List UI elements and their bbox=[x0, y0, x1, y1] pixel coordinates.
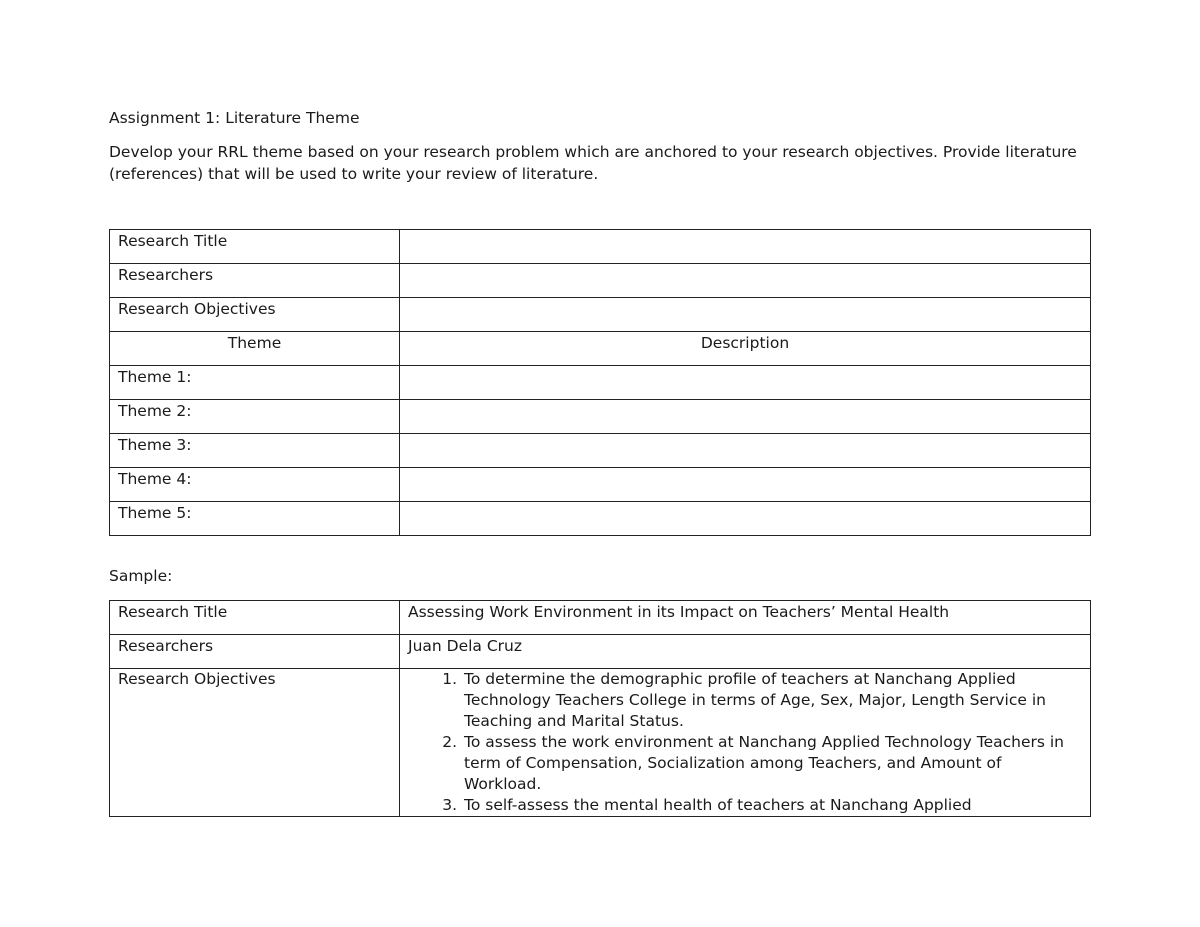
theme-description-cell[interactable] bbox=[400, 502, 1091, 536]
researchers-label: Researchers bbox=[110, 635, 400, 669]
theme-description-cell[interactable] bbox=[400, 366, 1091, 400]
research-title-label: Research Title bbox=[110, 601, 400, 635]
theme-label: Theme 1: bbox=[110, 366, 400, 400]
table-row bbox=[110, 434, 1091, 468]
research-title-value: Assessing Work Environment in its Impact on Teachers’ Mental Health bbox=[400, 601, 1091, 635]
theme-label: Theme 3: bbox=[110, 434, 400, 468]
research-objectives-value bbox=[400, 669, 1091, 817]
research-objectives-label: Research Objectives bbox=[110, 669, 400, 817]
researchers-cell[interactable] bbox=[400, 264, 1091, 298]
sample-table bbox=[109, 600, 1091, 817]
table-row bbox=[110, 635, 1091, 669]
table-row bbox=[110, 366, 1091, 400]
sample-label: Sample: bbox=[109, 567, 173, 585]
theme-column-header: Theme bbox=[110, 332, 400, 366]
description-column-header: Description bbox=[400, 332, 1091, 366]
research-objectives-label: Research Objectives bbox=[110, 298, 400, 332]
theme-description-cell[interactable] bbox=[400, 400, 1091, 434]
table-row bbox=[110, 601, 1091, 635]
theme-label: Theme 4: bbox=[110, 468, 400, 502]
research-objectives-cell[interactable] bbox=[400, 298, 1091, 332]
table-row bbox=[110, 502, 1091, 536]
researchers-value: Juan Dela Cruz bbox=[400, 635, 1091, 669]
assignment-heading: Assignment 1: Literature Theme bbox=[109, 109, 360, 127]
template-table bbox=[109, 229, 1091, 536]
research-title-cell[interactable] bbox=[400, 230, 1091, 264]
objectives-list bbox=[408, 669, 1082, 816]
objective-item: 1. To determine the demographic profile of teachers at Nanchang Applied Technology Teachers College in terms of Age, Sex, Major, Length Service in Teaching and Marital Status. bbox=[462, 669, 1082, 732]
theme-description-cell[interactable] bbox=[400, 434, 1091, 468]
theme-label: Theme 2: bbox=[110, 400, 400, 434]
table-header-row bbox=[110, 332, 1091, 366]
theme-description-cell[interactable] bbox=[400, 468, 1091, 502]
research-title-label: Research Title bbox=[110, 230, 400, 264]
table-row bbox=[110, 264, 1091, 298]
table-row bbox=[110, 230, 1091, 264]
objective-item: 2. To assess the work environment at Nanchang Applied Technology Teachers in term of Compensation, Socialization among Teachers, and Amount of Workload. bbox=[462, 732, 1082, 795]
theme-label: Theme 5: bbox=[110, 502, 400, 536]
researchers-label: Researchers bbox=[110, 264, 400, 298]
table-row bbox=[110, 669, 1091, 817]
table-row bbox=[110, 468, 1091, 502]
table-row bbox=[110, 400, 1091, 434]
objective-item: 3. To self-assess the mental health of teachers at Nanchang Applied bbox=[462, 795, 1082, 816]
table-row bbox=[110, 298, 1091, 332]
assignment-instructions: Develop your RRL theme based on your research problem which are anchored to your research objectives. Provide literature (references) that will be used to write your review of literature. bbox=[109, 143, 1077, 183]
